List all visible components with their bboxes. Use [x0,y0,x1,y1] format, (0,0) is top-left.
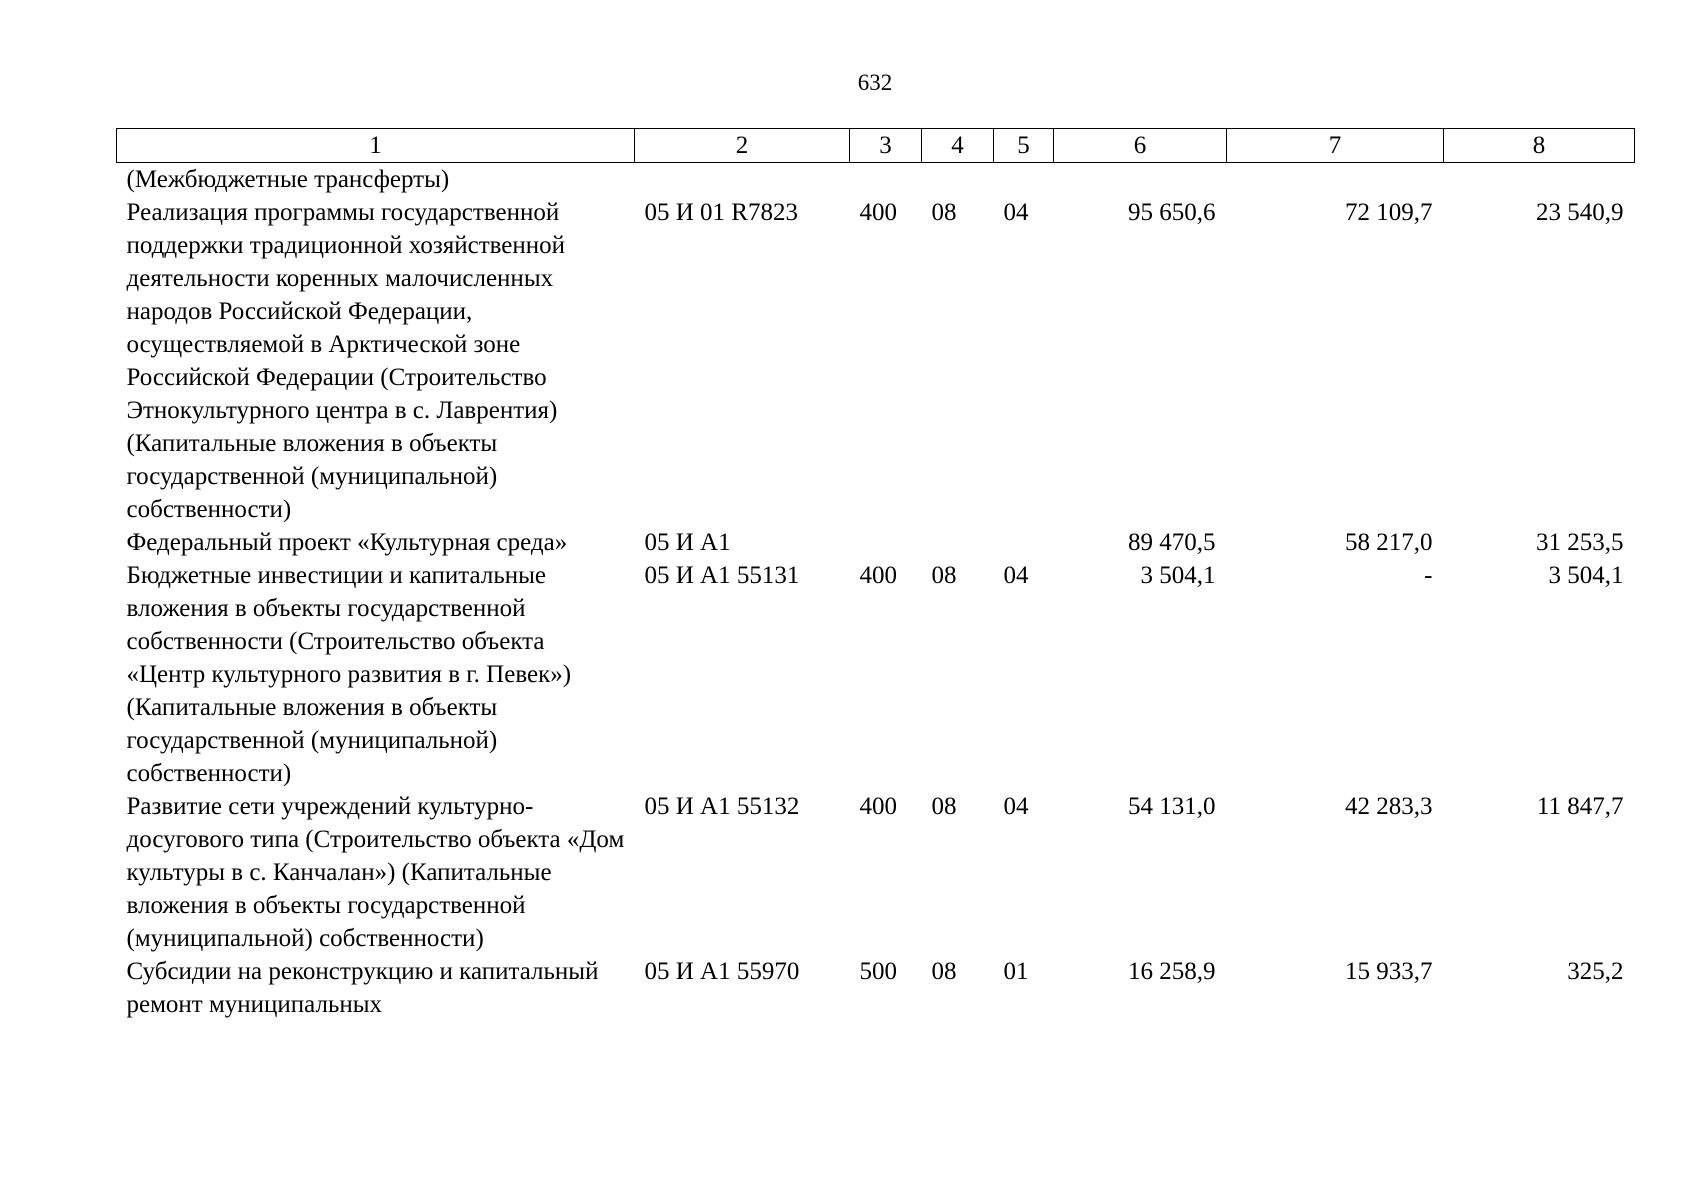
column-header-2: 2 [635,129,850,163]
row-col7 [1227,163,1444,197]
table-row [117,790,1635,955]
row-code: 05 И А1 [644,529,731,556]
row-col4: 08 [931,562,957,589]
row-col4 [922,526,994,559]
row-col6: 89 470,5 [1128,529,1216,556]
row-name: Бюджетные инвестиции и капитальные вложения в объекты государственной собственности (Строительство объекта «Центр культурного развития в г. Певек») (Капитальные вложения в объекты государственной (муниципальной) собственности) [126,562,572,787]
budget-table [116,128,1635,1021]
column-header-1: 1 [117,129,635,163]
column-header-6: 6 [1054,129,1227,163]
row-col4: 08 [931,199,957,226]
row-name: Субсидии на реконструкцию и капитальный ремонт муниципальных [126,958,599,1018]
row-name: Реализация программы государственной поддержки традиционной хозяйственной деятельности коренных малочисленных народов Российской Федерации, осуществляемой в Арктической зоне Российской Федерации (Строительство Этнокультурного центра в с. Лаврентия) (Капитальные вложения в объекты государственной (муниципальной) собственности) [126,199,566,523]
table-row [117,955,1635,1021]
row-col4 [922,163,994,197]
table-row [117,559,1635,790]
row-col6: 16 258,9 [1128,958,1216,985]
row-col5 [994,163,1054,197]
column-header-7: 7 [1227,129,1444,163]
table-row [117,196,1635,526]
row-col8: 23 540,9 [1536,199,1624,226]
table-body [117,163,1635,1022]
row-code [635,163,850,197]
row-name: Федеральный проект «Культурная среда» [126,529,568,556]
row-col4: 08 [931,958,957,985]
row-col7: - [1424,562,1433,589]
row-col8: 325,2 [1567,958,1624,985]
column-header-5: 5 [994,129,1054,163]
row-col8: 31 253,5 [1536,529,1624,556]
row-col3 [850,163,922,197]
row-col8: 3 504,1 [1548,562,1624,589]
header-row [117,129,1635,163]
column-header-4: 4 [922,129,994,163]
table-row [117,163,1635,197]
row-col5: 04 [1003,562,1029,589]
row-col5 [994,526,1054,559]
row-col7: 72 109,7 [1345,199,1433,226]
row-code: 05 И А1 55970 [644,958,800,985]
row-name: Развитие сети учреждений культурно-досугового типа (Строительство объекта «Дом культуры в с. Канчалан») (Капитальные вложения в объекты государственной (муниципальной) собственности) [126,793,625,952]
column-header-3: 3 [850,129,922,163]
row-col6 [1054,163,1227,197]
row-col6: 3 504,1 [1140,562,1216,589]
column-header-8: 8 [1444,129,1635,163]
row-col3: 500 [859,958,897,985]
row-col7: 58 217,0 [1345,529,1433,556]
row-col8 [1444,163,1635,197]
row-col3: 400 [859,562,897,589]
row-code: 05 И А1 55131 [644,562,800,589]
table-header [117,129,1635,163]
row-col5: 04 [1003,199,1029,226]
row-col6: 54 131,0 [1128,793,1216,820]
row-col3: 400 [859,793,897,820]
row-col3 [850,526,922,559]
row-col8: 11 847,7 [1536,793,1624,820]
row-col3: 400 [859,199,897,226]
table-row [117,526,1635,559]
row-col7: 42 283,3 [1345,793,1433,820]
row-code: 05 И 01 R7823 [644,199,798,226]
row-col5: 04 [1003,793,1029,820]
row-col6: 95 650,6 [1128,199,1216,226]
row-name: (Межбюджетные трансферты) [126,166,450,193]
row-col4: 08 [931,793,957,820]
page-number: 632 [857,70,893,95]
row-col7: 15 933,7 [1345,958,1433,985]
row-col5: 01 [1003,958,1029,985]
row-code: 05 И А1 55132 [644,793,800,820]
